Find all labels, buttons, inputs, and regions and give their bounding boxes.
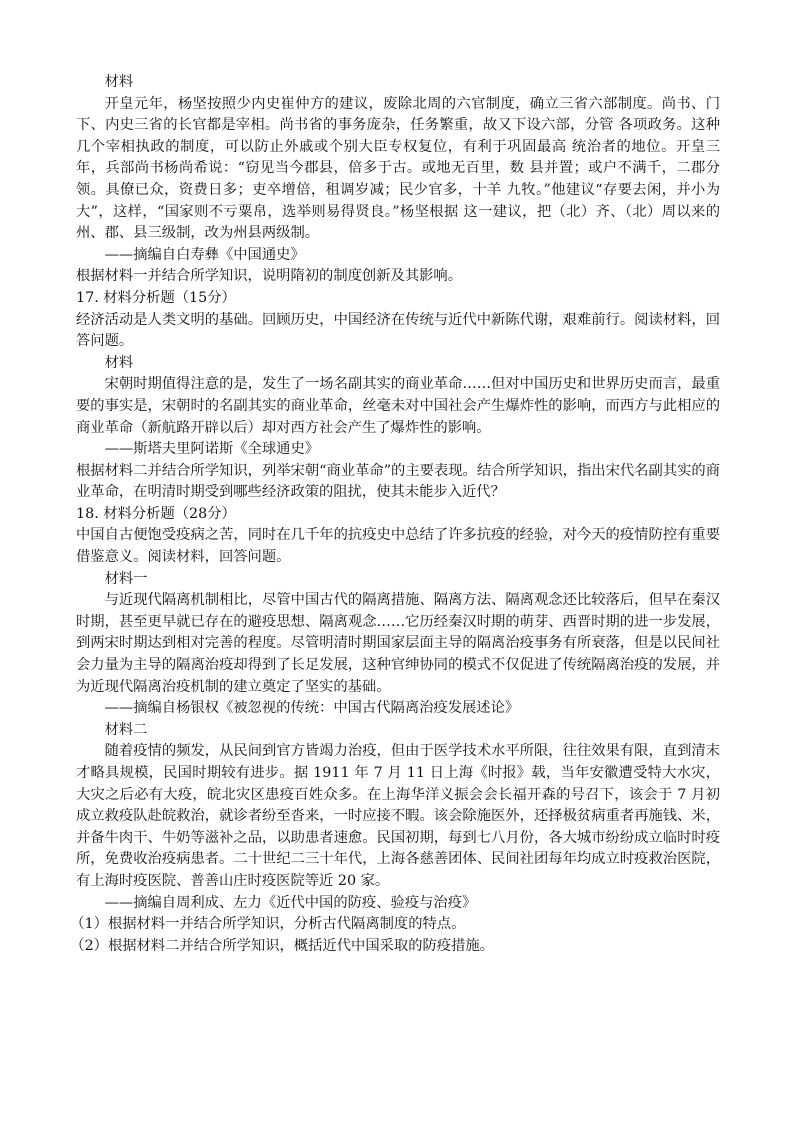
- material-paragraph: 开皇元年，杨坚按照少内史崔仲方的建议，废除北周的六官制度，确立三省六部制度。尚书、门下、内史三省的长官都是宰相。尚书省的事务庞杂，任务繁重，故又下设六部，分管 各项政务。这种几个宰相执政的制度，可以防止外戚或个别大臣专权复位，有利于巩固最高 统治者的地位。开皇三年，兵部尚书杨尚希说：“窃见当今郡县，倍多于古。或地无百里，数 县并置；或户不满千，二郡分领。具僚已众，资费日多；吏卒增倍，租调岁减；民少官多，十羊 九牧。”他建议“存要去闲，并小为大”，这样，“国家则不亏粟帛，选举则易得贤良。”杨坚根据 这一建议，把（北）齐、（北）周以来的州、郡、县三级制，改为州县两级制。: [76, 95, 720, 242]
- question-intro: 中国自古便饱受疫病之苦，同时在几千年的抗疫史中总结了许多抗疫的经验，对今天的疫情防控有重要借鉴意义。阅读材料，回答问题。: [76, 527, 720, 566]
- question-prompt: 根据材料二并结合所学知识，列举宋朝“商业革命”的主要表现。结合所学知识，指出宋代名副其实的商业革命，在明清时期受到哪些经济政策的阻扰，使其未能步入近代？: [76, 462, 720, 501]
- material-source: ——斯塔夫里阿诺斯《全球通史》: [104, 441, 320, 458]
- material-source: ——摘编自杨银权《被忽视的传统：中国古代隔离治疫发展述论》: [104, 700, 520, 717]
- material-paragraph: 与近现代隔离机制相比，尽管中国古代的隔离措施、隔离方法、隔离观念还比较落后，但早在秦汉时期，甚至更早就已存在的避疫思想、隔离观念……它历经秦汉时期的萌芽、西晋时期的进一步发展，到两宋时期达到相对完善的程度。尽管明清时期国家层面主导的隔离治疫事务有所衰落，但是以民间社会力量为主导的隔离治疫却得到了长足发展，这种官绅协同的模式不仅促进了传统隔离治疫的发展，并为近现代隔离治疫机制的建立奠定了坚实的基础。: [76, 592, 720, 695]
- question-number-18: 18. 材料分析题（28分）: [76, 505, 236, 522]
- question-number-17: 17. 材料分析题（15分）: [76, 289, 236, 306]
- material-source: ——摘编自周利成、左力《近代中国的防疫、验疫与治疫》: [104, 894, 477, 911]
- question-prompt: 根据材料一并结合所学知识，说明隋初的制度创新及其影响。: [76, 268, 463, 285]
- material-heading: 材料: [104, 354, 134, 371]
- sub-question: （1）根据材料一并结合所学知识，分析古代隔离制度的特点。: [70, 916, 466, 933]
- material-paragraph: 随着疫情的频发，从民间到官方皆竭力治疫，但由于医学技术水平所限，往往效果有限，直到清末才略具规模，民国时期较有进步。据 1911 年 7 月 11 日上海《时报》载，当年安徽遭受特大水灾，大灾之后必有大疫，皖北灾区患疫百姓众多。在上海华洋义振会会长福开森的号召下，该会于 7 月初成立救疫队赴皖救治，就诊者纷至沓来，一时应接不暇。该会除施医外，还择极贫病重者再施钱、米，并备牛肉干、牛奶等滋补之品，以助患者速愈。民国初期，每到七八月份，各大城市纷纷成立临时时疫所，免费收治疫病患者。二十世纪二三十年代，上海各慈善团体、民间社团每年均成立时疫救治医院，有上海时疫医院、普善山庄时疫医院等近 20 家。: [76, 743, 720, 889]
- material-heading: 材料二: [104, 721, 148, 738]
- material-source: ——摘编自白寿彝《中国通史》: [104, 246, 305, 263]
- material-paragraph: 宋朝时期值得注意的是，发生了一场名副其实的商业革命……但对中国历史和世界历史而言，最重要的事实是，宋朝时的名副其实的商业革命，丝毫未对中国社会产生爆炸性的影响，而西方与此相应的商业革命（新航路开辟以后）却对西方社会产生了爆炸性的影响。: [76, 376, 720, 436]
- material-heading: 材料一: [104, 570, 148, 587]
- sub-question: （2）根据材料二并结合所学知识，概括近代中国采取的防疫措施。: [70, 937, 494, 954]
- question-intro: 经济活动是人类文明的基础。回顾历史，中国经济在传统与近代中新陈代谢，艰难前行。阅读材料，回答问题。: [76, 311, 720, 350]
- material-heading: 材料: [104, 74, 134, 90]
